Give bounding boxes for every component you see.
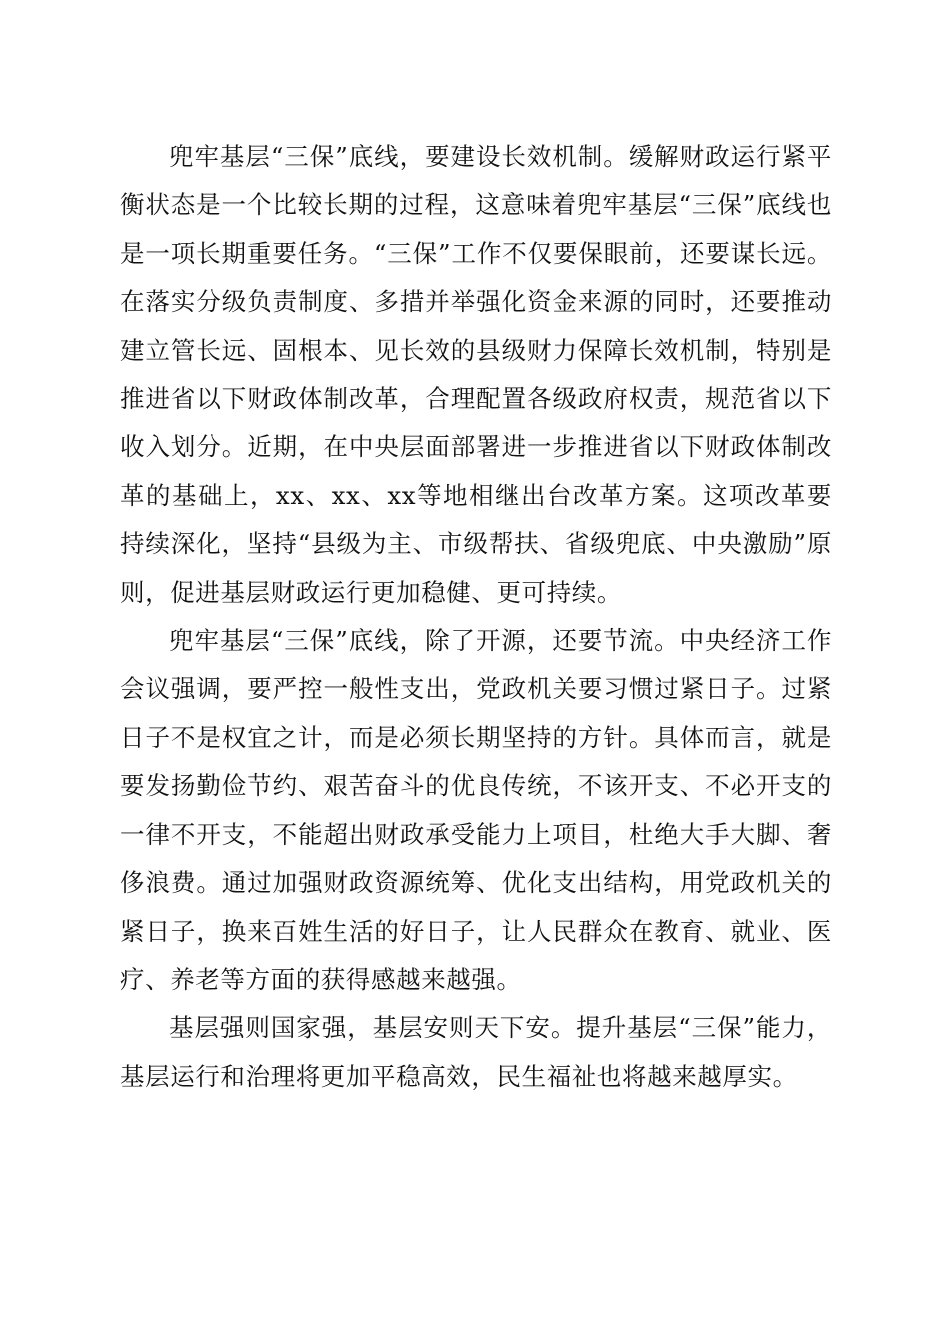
document-body (120, 133, 832, 1101)
paragraph-3: 基层强则国家强，基层安则天下安。提升基层“三保”能力，基层运行和治理将更加平稳高效，民生福祉也将越来越厚实。 (120, 1013, 832, 1091)
paragraph-2: 兜牢基层“三保”底线，除了开源，还要节流。中央经济工作会议强调，要严控一般性支出，党政机关要习惯过紧日子。过紧日子不是权宜之计，而是必须长期坚持的方针。具体而言，就是要发扬勤俭节约、艰苦奋斗的优良传统，不该开支、不必开支的一律不开支，不能超出财政承受能力上项目，杜绝大手大脚、奢侈浪费。通过加强财政资源统筹、优化支出结构，用党政机关的紧日子，换来百姓生活的好日子，让人民群众在教育、就业、医疗、养老等方面的获得感越来越强。 (120, 626, 832, 994)
paragraph-1: 兜牢基层“三保”底线，要建设长效机制。缓解财政运行紧平衡状态是一个比较长期的过程，这意味着兜牢基层“三保”底线也是一项长期重要任务。“三保”工作不仅要保眼前，还要谋长远。在落实分级负责制度、多措并举强化资金来源的同时，还要推动建立管长远、固根本、见长效的县级财力保障长效机制，特别是推进省以下财政体制改革，合理配置各级政府权责，规范省以下收入划分。近期，在中央层面部署进一步推进省以下财政体制改革的基础上，xx、xx、xx等地相继出台改革方案。这项改革要持续深化，坚持“县级为主、市级帮扶、省级兜底、中央激励”原则，促进基层财政运行更加稳健、更可持续。 (120, 142, 832, 607)
